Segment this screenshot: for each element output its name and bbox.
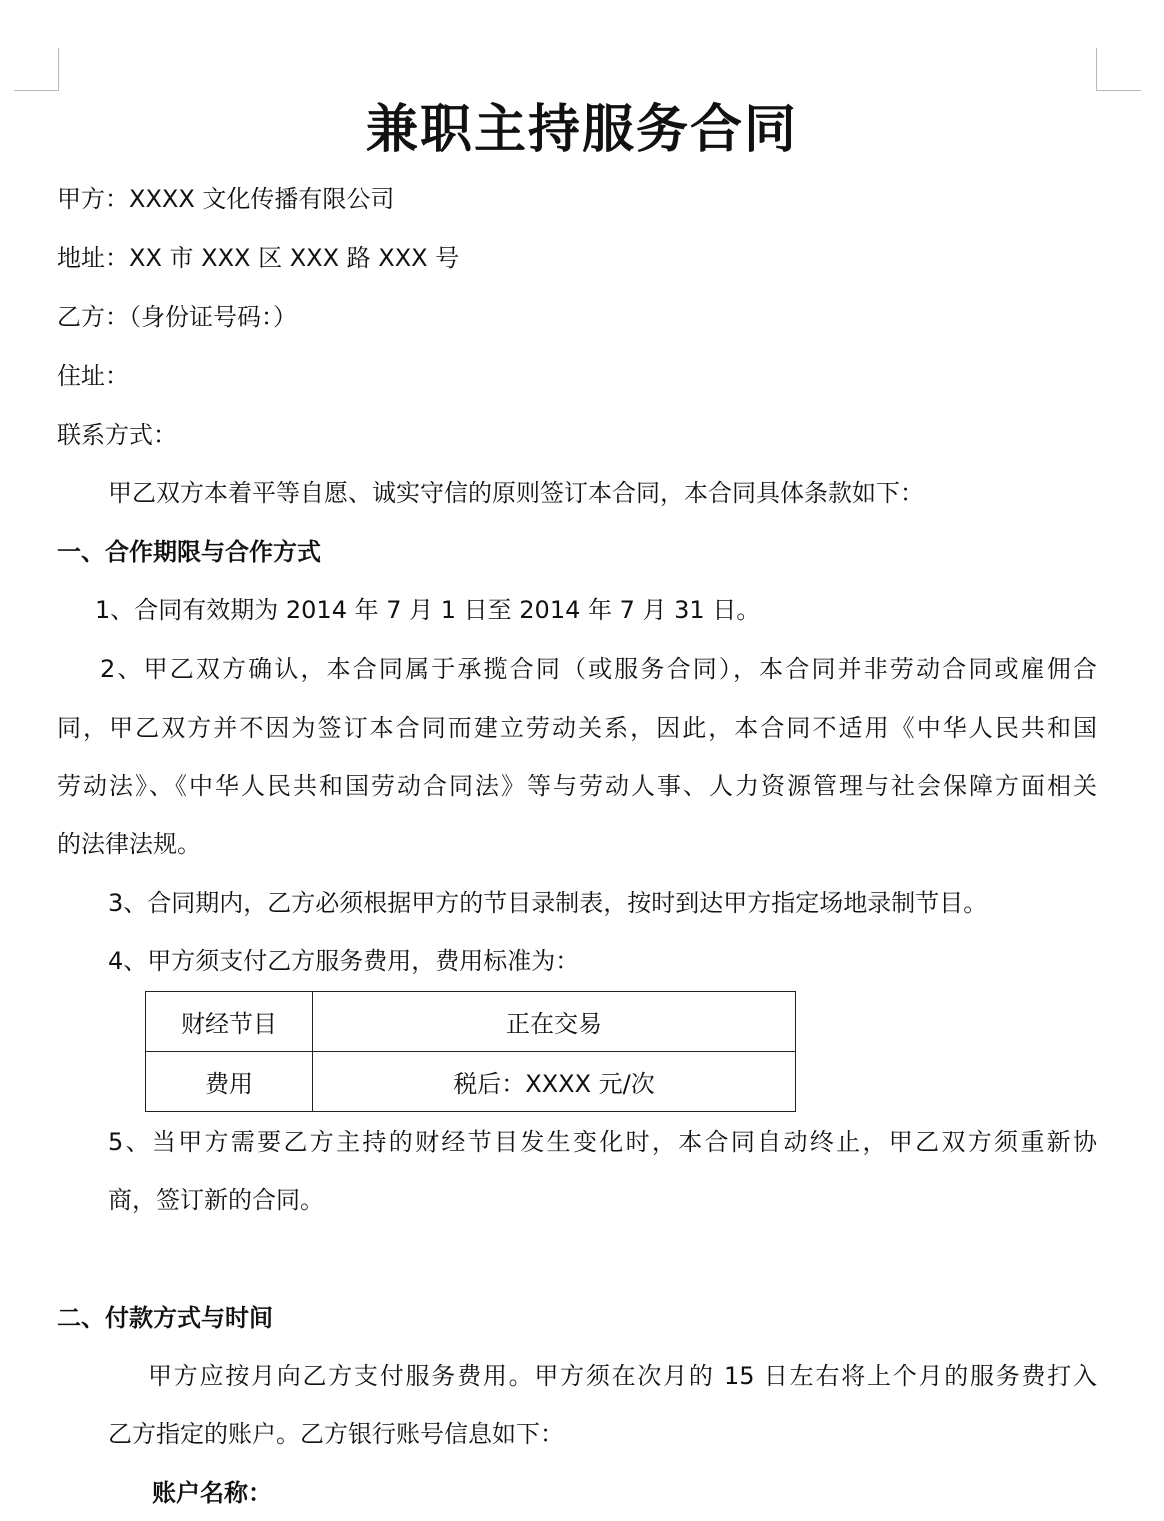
clause-2-line-3: 劳动法》、《中华人民共和国劳动合同法》等与劳动人事、人力资源管理与社会保障方面相关 bbox=[57, 772, 1097, 800]
clause-2-line-1: 2、甲乙双方确认，本合同属于承揽合同（或服务合同），本合同并非劳动合同或雇佣合 bbox=[100, 655, 1097, 683]
page-corner-mark-top-left bbox=[14, 48, 59, 91]
table-cell: 税后：XXXX 元/次 bbox=[313, 1052, 796, 1112]
table-cell: 财经节目 bbox=[146, 992, 313, 1052]
section-1-heading: 一、合作期限与合作方式 bbox=[57, 538, 321, 566]
residence-line: 住址： bbox=[57, 362, 129, 390]
clause-5-line-2: 商，签订新的合同。 bbox=[108, 1186, 324, 1214]
intro-paragraph: 甲乙双方本着平等自愿、诚实守信的原则签订本合同，本合同具体条款如下： bbox=[108, 479, 924, 507]
clause-2-line-4: 的法律法规。 bbox=[57, 830, 201, 858]
payment-paragraph-line-1: 甲方应按月向乙方支付服务费用。甲方须在次月的 15 日左右将上个月的服务费打入 bbox=[148, 1362, 1097, 1390]
address-line: 地址：XX 市 XXX 区 XXX 路 XXX 号 bbox=[57, 244, 460, 272]
table-cell: 费用 bbox=[146, 1052, 313, 1112]
clause-1: 1、合同有效期为 2014 年 7 月 1 日至 2014 年 7 月 31 日。 bbox=[95, 596, 761, 624]
fee-table bbox=[145, 991, 796, 1112]
clause-2-line-2: 同，甲乙双方并不因为签订本合同而建立劳动关系，因此，本合同不适用《中华人民共和国 bbox=[57, 714, 1097, 742]
payment-paragraph-line-2: 乙方指定的账户。乙方银行账号信息如下： bbox=[108, 1420, 564, 1448]
section-2-heading: 二、付款方式与时间 bbox=[57, 1304, 273, 1332]
table-cell: 正在交易 bbox=[313, 992, 796, 1052]
party-b-line: 乙方：（身份证号码：） bbox=[57, 303, 297, 331]
party-a-line: 甲方：XXXX 文化传播有限公司 bbox=[57, 185, 395, 213]
table-row bbox=[146, 1052, 796, 1112]
account-name-label: 账户名称： bbox=[152, 1479, 272, 1507]
document-title: 兼职主持服务合同 bbox=[365, 99, 798, 160]
table-row bbox=[146, 992, 796, 1052]
contact-line: 联系方式： bbox=[57, 421, 177, 449]
clause-5-line-1: 5、当甲方需要乙方主持的财经节目发生变化时，本合同自动终止，甲乙双方须重新协 bbox=[108, 1128, 1097, 1156]
clause-3: 3、合同期内，乙方必须根据甲方的节目录制表，按时到达甲方指定场地录制节目。 bbox=[108, 889, 988, 917]
clause-4: 4、甲方须支付乙方服务费用，费用标准为： bbox=[108, 947, 580, 975]
page-corner-mark-top-right bbox=[1096, 48, 1141, 91]
